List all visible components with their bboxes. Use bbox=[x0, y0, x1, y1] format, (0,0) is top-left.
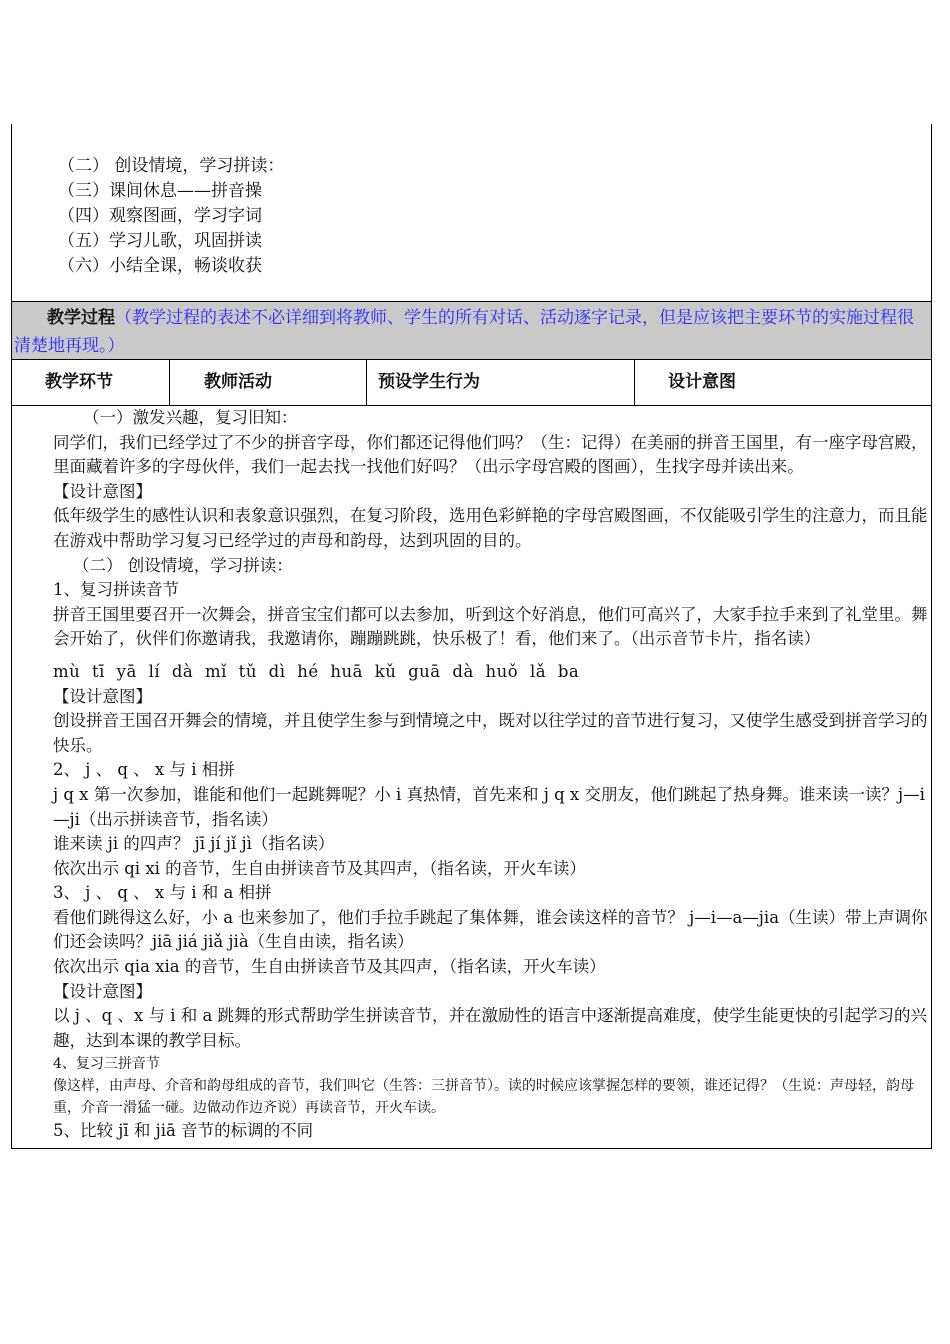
lesson-outline-cell bbox=[11, 124, 932, 302]
design-intent-label: 【设计意图】 bbox=[53, 481, 152, 501]
paragraph: 像这样，由声母、介音和韵母组成的音节，我们叫它（生答：三拼音节）。读的时候应该掌握怎样的要领，谁还记得？（生说：声母轻，韵母重，介音一滑猛一碰。边做动作边齐说）再读音节，开火车读。 bbox=[53, 1078, 914, 1117]
outline-item: （四）观察图画，学习字词 bbox=[58, 206, 262, 226]
subsection-heading: 5、比较 jī 和 jiā 音节的标调的不同 bbox=[53, 1121, 314, 1141]
column-header: 教师活动 bbox=[170, 360, 367, 405]
teaching-process-note: （教学过程的表述不必详细到将教师、学生的所有对话、活动逐字记录，但是应该把主要环节的实施过程很清楚地再现。） bbox=[14, 308, 914, 356]
pinyin-list: mù tī yā lí dà mǐ tǔ dì hé huā kǔ guā dà huǒ lǎ ba bbox=[53, 661, 580, 681]
column-header: 设计意图 bbox=[668, 372, 736, 392]
paragraph: 依次出示 qia xia 的音节，生自由拼读音节及其四声，（指名读，开火车读） bbox=[53, 957, 606, 977]
paragraph: 同学们，我们已经学过了不少的拼音字母，你们都还记得他们吗？（生：记得）在美丽的拼音王国里，有一座字母宫殿，里面藏着许多的字母伙伴，我们一起去找一找他们好吗？（出示字母宫殿的图画），生找字母并读出来。 bbox=[53, 432, 928, 477]
paragraph: 创设拼音王国召开舞会的情境，并且使学生参与到情境之中，既对以往学过的音节进行复习，又使学生感受到拼音学习的快乐。 bbox=[53, 711, 928, 755]
teaching-process-header bbox=[11, 302, 932, 360]
section-heading: （二） 创设情境，学习拼读： bbox=[73, 555, 293, 575]
teaching-process-body bbox=[11, 406, 932, 1149]
design-intent-label: 【设计意图】 bbox=[53, 981, 152, 1001]
outline-item: （五）学习儿歌，巩固拼读 bbox=[58, 231, 262, 251]
paragraph: j q x 第一次参加，谁能和他们一起跳舞呢？小 i 真热情，首先来和 j q x 交朋友，他们跳起了热身舞。谁来读一读？j—i—ji（出示拼读音节，指名读） bbox=[53, 784, 925, 829]
subsection-heading: 1、复习拼读音节 bbox=[53, 580, 179, 600]
design-intent-label: 【设计意图】 bbox=[53, 686, 152, 706]
subsection-heading: 4、复习三拼音节 bbox=[53, 1056, 160, 1073]
outline-item: （三）课间休息——拼音操 bbox=[58, 181, 262, 201]
column-header: 教学环节 bbox=[12, 360, 170, 405]
paragraph: 拼音王国里要召开一次舞会，拼音宝宝们都可以去参加，听到这个好消息，他们可高兴了，大家手拉手来到了礼堂里。舞会开始了，伙伴们你邀请我，我邀请你，蹦蹦跳跳，快乐极了！看，他们来了。（出示音节卡片，指名读） bbox=[53, 604, 928, 649]
paragraph: 以 j 、q 、x 与 i 和 a 跳舞的形式帮助学生拼读音节，并在激励性的语言中逐渐提高难度，使学生能更快的引起学习的兴趣，达到本课的教学目标。 bbox=[53, 1006, 928, 1050]
teaching-process-title: 教学过程 bbox=[47, 308, 115, 328]
outline-item: （六）小结全课，畅谈收获 bbox=[58, 256, 262, 276]
subsection-heading: 2、 j 、 q 、 x 与 i 相拼 bbox=[53, 760, 235, 780]
column-header: 预设学生行为 bbox=[367, 360, 635, 405]
paragraph: 依次出示 qi xi 的音节，生自由拼读音节及其四声，（指名读，开火车读） bbox=[53, 858, 586, 878]
outline-item: （二） 创设情境，学习拼读： bbox=[58, 156, 285, 176]
column-header-row bbox=[11, 360, 932, 406]
paragraph: 看他们跳得这么好，小 a 也来参加了，他们手拉手跳起了集体舞，谁会读这样的音节？ j—i—a—jia（生读）带上声调你们还会读吗？jiā jiá jiǎ jià（生自由读，指名读） bbox=[53, 907, 928, 952]
subsection-heading: 3、 j 、 q 、 x 与 i 和 a 相拼 bbox=[53, 883, 272, 903]
paragraph: 低年级学生的感性认识和表象意识强烈，在复习阶段，选用色彩鲜艳的字母宫殿图画，不仅能吸引学生的注意力，而且能在游戏中帮助学习复习已经学过的声母和韵母，达到巩固的目的。 bbox=[53, 506, 928, 550]
paragraph: 谁来读 ji 的四声？ jī jí jǐ jì（指名读） bbox=[53, 834, 335, 854]
section-heading: （一）激发兴趣，复习旧知： bbox=[83, 408, 298, 427]
lesson-plan-page bbox=[11, 124, 932, 1149]
